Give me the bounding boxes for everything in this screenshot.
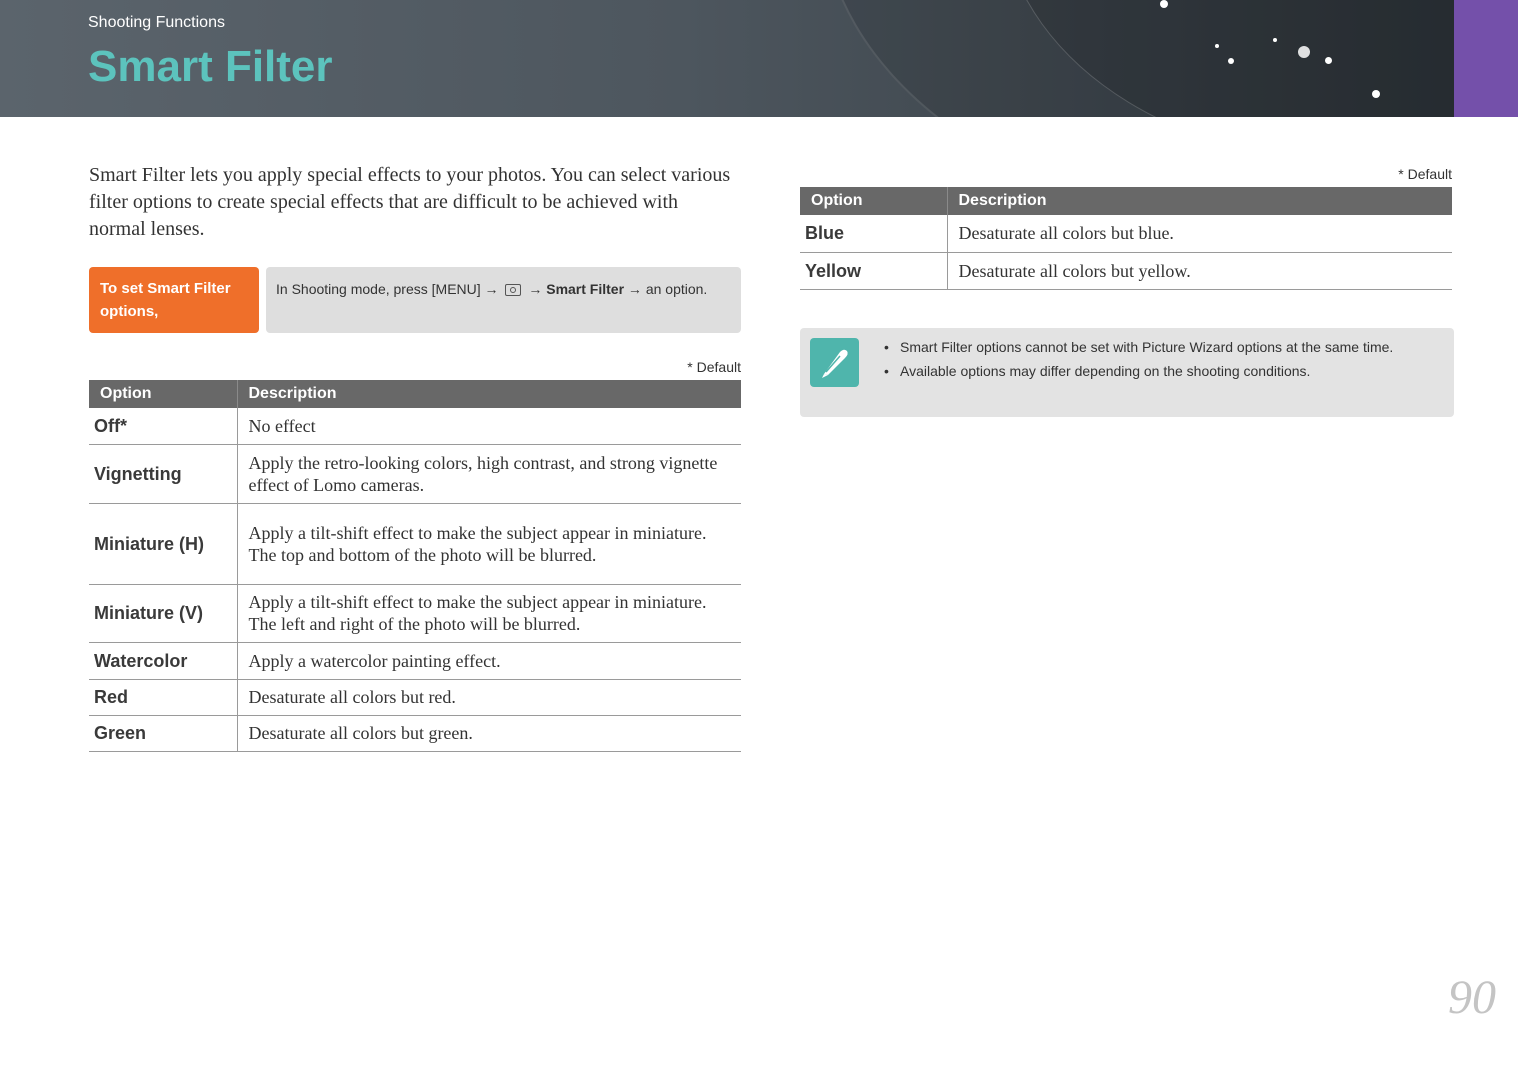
table-row xyxy=(89,408,741,444)
intro-paragraph: Smart Filter lets you apply special effects to your photos. You can select various filter options to create special effects that are difficult to be achieved with normal lenses. xyxy=(89,164,731,240)
pencil-icon xyxy=(810,338,859,387)
decorative-light xyxy=(1228,58,1234,64)
options-table-right xyxy=(800,187,1452,290)
page-title: Smart Filter xyxy=(88,42,333,91)
option-description: Desaturate all colors but blue. xyxy=(947,215,1452,252)
option-name: Miniature (V) xyxy=(89,584,237,642)
option-name: Red xyxy=(89,679,237,715)
column-header-option: Option xyxy=(800,187,947,215)
side-tab xyxy=(1454,0,1518,117)
option-name: Yellow xyxy=(800,252,947,289)
table-row xyxy=(89,642,741,679)
camera-icon xyxy=(505,284,521,296)
menu-item-smart-filter: Smart Filter xyxy=(546,281,625,297)
option-description: Apply a watercolor painting effect. xyxy=(237,642,741,679)
option-name: Vignetting xyxy=(89,444,237,503)
option-description: Apply a tilt-shift effect to make the subject appear in miniature. The left and right of the photo will be blurred. xyxy=(237,584,741,642)
decorative-light xyxy=(1325,57,1332,64)
table-header-row xyxy=(89,380,741,408)
option-name: Miniature (H) xyxy=(89,503,237,584)
option-name: Off* xyxy=(89,408,237,444)
decorative-light xyxy=(1160,0,1168,8)
note-item: • Smart Filter options cannot be set with Picture Wizard options at the same time. xyxy=(882,336,1422,358)
decorative-light xyxy=(1372,90,1380,98)
column-header-description: Description xyxy=(237,380,741,408)
note-box xyxy=(800,328,1454,417)
column-header-option: Option xyxy=(89,380,237,408)
section-label: Shooting Functions xyxy=(88,14,225,31)
default-note: * Default xyxy=(687,359,741,375)
table-row xyxy=(89,679,741,715)
option-name: Green xyxy=(89,715,237,751)
table-row xyxy=(89,715,741,751)
option-description: Apply the retro-looking colors, high contrast, and strong vignette effect of Lomo cameras. xyxy=(237,444,741,503)
option-description: Desaturate all colors but green. xyxy=(237,715,741,751)
decorative-light xyxy=(1273,38,1277,42)
option-description: No effect xyxy=(237,408,741,444)
default-note: * Default xyxy=(1398,166,1452,182)
decorative-light xyxy=(1298,46,1310,58)
note-item: • Available options may differ depending on the shooting conditions. xyxy=(882,360,1422,382)
instruction-label: To set Smart Filter options, xyxy=(89,267,259,333)
option-description: Desaturate all colors but yellow. xyxy=(947,252,1452,289)
table-header-row xyxy=(800,187,1452,215)
table-row xyxy=(89,584,741,642)
option-description: Apply a tilt-shift effect to make the subject appear in miniature. The top and bottom of the photo will be blurred. xyxy=(237,503,741,584)
option-name: Blue xyxy=(800,215,947,252)
table-row xyxy=(800,215,1452,252)
option-name: Watercolor xyxy=(89,642,237,679)
decorative-light xyxy=(1215,44,1219,48)
table-row xyxy=(800,252,1452,289)
instruction-box xyxy=(89,267,741,333)
page-number: 90 xyxy=(1448,971,1496,1024)
options-table-left xyxy=(89,380,741,752)
column-header-description: Description xyxy=(947,187,1452,215)
page-header xyxy=(0,0,1518,117)
table-row xyxy=(89,503,741,584)
table-row xyxy=(89,444,741,503)
menu-key: MENU xyxy=(435,281,477,297)
instruction-text: In Shooting mode, press [MENU] → → Smart Filter → an option. xyxy=(266,267,741,333)
option-description: Desaturate all colors but red. xyxy=(237,679,741,715)
note-list xyxy=(882,336,1422,384)
